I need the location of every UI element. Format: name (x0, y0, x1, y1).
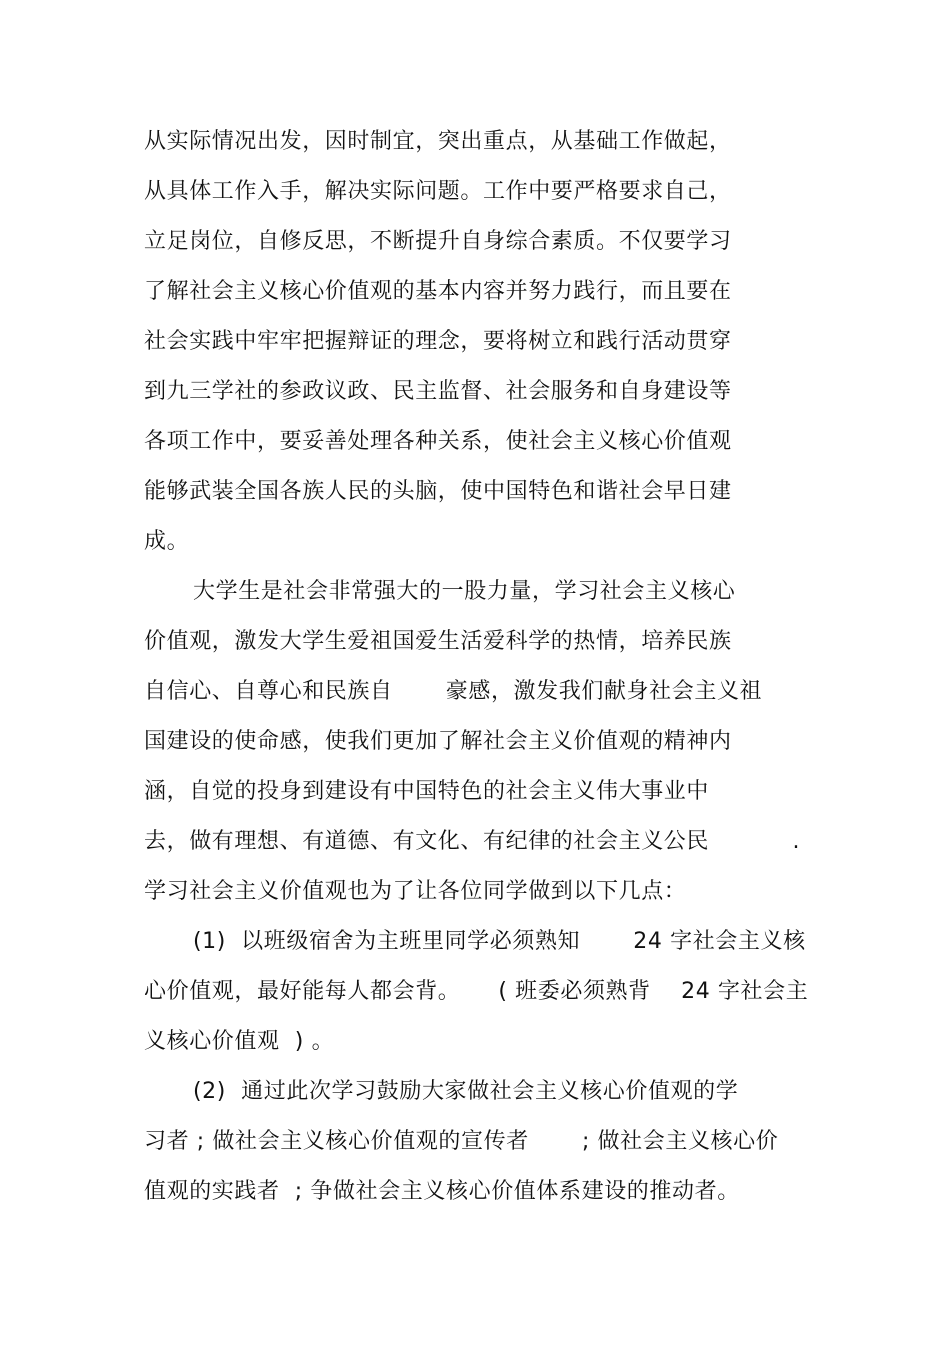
text-line: 从实际情况出发，因时制宜，突出重点，从基础工作做起， (144, 129, 732, 154)
text-line: 了解社会主义核心价值观的基本内容并努力践行，而且要在 (144, 279, 732, 304)
text-line: 社会实践中牢牢把握辩证的理念，要将树立和践行活动贯穿 (144, 329, 732, 354)
list-item-line: (1) 以班级宿舍为主班里同学必须熟知 24 字社会主义核 (193, 929, 806, 954)
text-line: 到九三学社的参政议政、民主监督、社会服务和自身建设等 (144, 379, 732, 404)
text-line: 各项工作中，要妥善处理各种关系，使社会主义核心价值观 (144, 429, 732, 454)
text-line: 去，做有理想、有道德、有文化、有纪律的社会主义公民 . (144, 829, 801, 854)
text-line: 立足岗位，自修反思，不断提升自身综合素质。不仅要学习 (144, 229, 732, 254)
text-line: 国建设的使命感，使我们更加了解社会主义价值观的精神内 (144, 729, 732, 754)
text-line: 心价值观，最好能每人都会背。 ( 班委必须熟背 24 字社会主 (144, 979, 809, 1004)
text-line: 值观的实践者 ; 争做社会主义核心价值体系建设的推动者。 (144, 1179, 740, 1204)
text-line: 从具体工作入手，解决实际问题。工作中要严格要求自己， (144, 179, 732, 204)
paragraph-first-line: 大学生是社会非常强大的一股力量，学习社会主义核心 (193, 579, 736, 604)
text-line: 学习社会主义价值观也为了让各位同学做到以下几点： (144, 879, 687, 904)
text-line: 涵，自觉的投身到建设有中国特色的社会主义伟大事业中 (144, 779, 710, 804)
text-line: 能够武装全国各族人民的头脑，使中国特色和谐社会早日建 (144, 479, 732, 504)
text-line: 价值观，激发大学生爱祖国爱生活爱科学的热情，培养民族 (144, 629, 732, 654)
text-line: 成。 (144, 529, 190, 554)
list-item-line: (2) 通过此次学习鼓励大家做社会主义核心价值观的学 (193, 1079, 739, 1104)
text-line: 自信心、自尊心和民族自 豪感，激发我们献身社会主义祖 (144, 679, 763, 704)
text-line: 义核心价值观 ) 。 (144, 1029, 335, 1054)
text-line: 习者 ; 做社会主义核心价值观的宣传者 ; 做社会主义核心价 (144, 1129, 779, 1154)
